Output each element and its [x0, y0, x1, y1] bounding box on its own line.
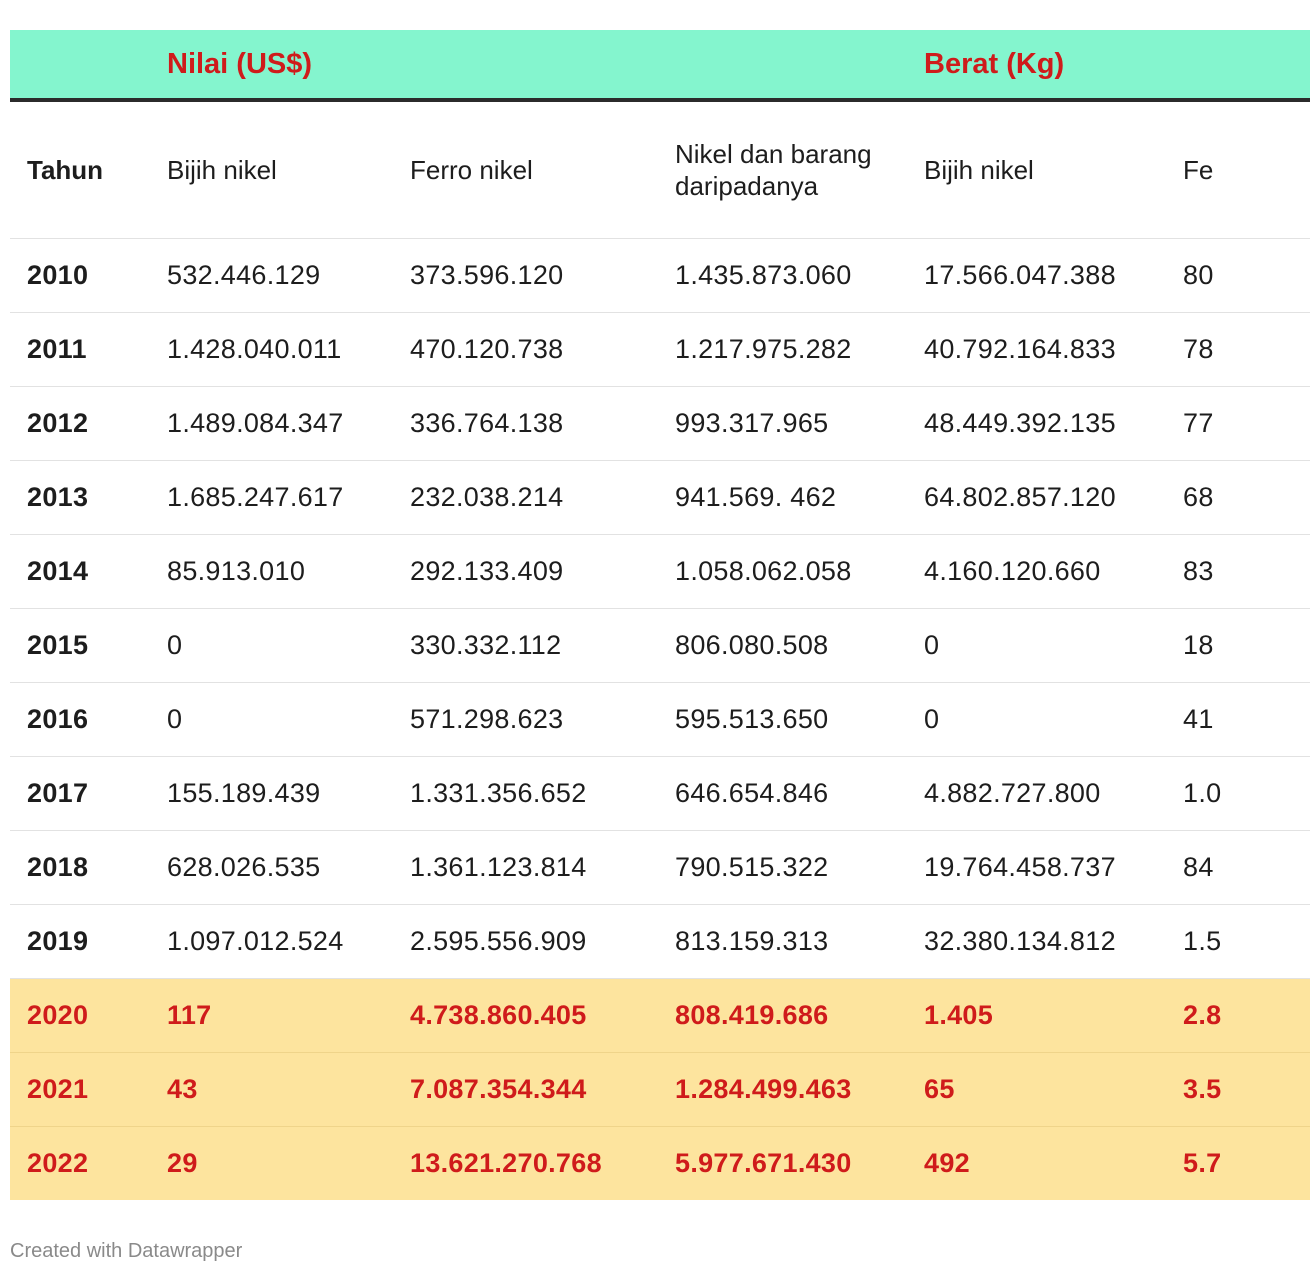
- value-cell: 1.058.062.058: [675, 535, 924, 609]
- value-cell: 77: [1183, 387, 1310, 461]
- year-cell: 2018: [10, 831, 167, 905]
- year-cell: 2015: [10, 609, 167, 683]
- value-cell: 80: [1183, 239, 1310, 313]
- value-cell: 373.596.120: [410, 239, 675, 313]
- value-cell: 0: [924, 683, 1183, 757]
- column-header-ferro-nikel-berat: Fe: [1183, 100, 1310, 239]
- year-cell: 2014: [10, 535, 167, 609]
- value-cell: 5.977.671.430: [675, 1127, 924, 1201]
- table-row: [10, 239, 1310, 313]
- value-cell: 2.595.556.909: [410, 905, 675, 979]
- value-cell: 4.160.120.660: [924, 535, 1183, 609]
- value-cell: 43: [167, 1053, 410, 1127]
- value-cell: 2.8: [1183, 979, 1310, 1053]
- value-cell: 1.217.975.282: [675, 313, 924, 387]
- value-cell: 117: [167, 979, 410, 1053]
- year-cell: 2020: [10, 979, 167, 1053]
- table-row: [10, 609, 1310, 683]
- data-table-container: [10, 30, 1222, 1200]
- value-cell: 41: [1183, 683, 1310, 757]
- value-cell: 1.284.499.463: [675, 1053, 924, 1127]
- value-cell: 806.080.508: [675, 609, 924, 683]
- group-header-berat: Berat (Kg): [924, 30, 1310, 100]
- table-row: [10, 905, 1310, 979]
- table-row: [10, 535, 1310, 609]
- value-cell: 1.405: [924, 979, 1183, 1053]
- value-cell: 7.087.354.344: [410, 1053, 675, 1127]
- year-cell: 2016: [10, 683, 167, 757]
- year-cell: 2013: [10, 461, 167, 535]
- value-cell: 1.0: [1183, 757, 1310, 831]
- table-row: [10, 683, 1310, 757]
- value-cell: 19.764.458.737: [924, 831, 1183, 905]
- value-cell: 85.913.010: [167, 535, 410, 609]
- value-cell: 790.515.322: [675, 831, 924, 905]
- year-cell: 2012: [10, 387, 167, 461]
- column-header-nikel-barang-nilai: Nikel dan barang daripadanya: [675, 100, 924, 239]
- value-cell: 17.566.047.388: [924, 239, 1183, 313]
- value-cell: 40.792.164.833: [924, 313, 1183, 387]
- value-cell: 330.332.112: [410, 609, 675, 683]
- column-header-tahun: Tahun: [10, 100, 167, 239]
- value-cell: 155.189.439: [167, 757, 410, 831]
- value-cell: 1.435.873.060: [675, 239, 924, 313]
- value-cell: 29: [167, 1127, 410, 1201]
- value-cell: 1.685.247.617: [167, 461, 410, 535]
- value-cell: 492: [924, 1127, 1183, 1201]
- table-row: [10, 387, 1310, 461]
- value-cell: 993.317.965: [675, 387, 924, 461]
- table-row: [10, 461, 1310, 535]
- value-cell: 0: [924, 609, 1183, 683]
- value-cell: 470.120.738: [410, 313, 675, 387]
- table-row: [10, 979, 1310, 1053]
- year-cell: 2011: [10, 313, 167, 387]
- table-row: [10, 831, 1310, 905]
- value-cell: 336.764.138: [410, 387, 675, 461]
- value-cell: 1.5: [1183, 905, 1310, 979]
- value-cell: 13.621.270.768: [410, 1127, 675, 1201]
- value-cell: 83: [1183, 535, 1310, 609]
- datawrapper-credit: Created with Datawrapper: [10, 1240, 243, 1262]
- value-cell: 1.428.040.011: [167, 313, 410, 387]
- value-cell: 571.298.623: [410, 683, 675, 757]
- value-cell: 0: [167, 609, 410, 683]
- nickel-export-table: [10, 30, 1310, 1200]
- value-cell: 646.654.846: [675, 757, 924, 831]
- column-header-ferro-nikel-nilai: Ferro nikel: [410, 100, 675, 239]
- value-cell: 18: [1183, 609, 1310, 683]
- value-cell: 628.026.535: [167, 831, 410, 905]
- year-cell: 2019: [10, 905, 167, 979]
- value-cell: 292.133.409: [410, 535, 675, 609]
- value-cell: 1.361.123.814: [410, 831, 675, 905]
- value-cell: 232.038.214: [410, 461, 675, 535]
- column-header-bijih-nikel-nilai: Bijih nikel: [167, 100, 410, 239]
- value-cell: 532.446.129: [167, 239, 410, 313]
- table-body: [10, 239, 1310, 1201]
- group-header-nilai: Nilai (US$): [167, 30, 924, 100]
- table-row: [10, 1053, 1310, 1127]
- year-cell: 2017: [10, 757, 167, 831]
- value-cell: 595.513.650: [675, 683, 924, 757]
- group-header-empty: [10, 30, 167, 100]
- value-cell: 4.738.860.405: [410, 979, 675, 1053]
- value-cell: 5.7: [1183, 1127, 1310, 1201]
- year-cell: 2021: [10, 1053, 167, 1127]
- value-cell: 1.331.356.652: [410, 757, 675, 831]
- value-cell: 941.569. 462: [675, 461, 924, 535]
- value-cell: 48.449.392.135: [924, 387, 1183, 461]
- value-cell: 808.419.686: [675, 979, 924, 1053]
- value-cell: 1.097.012.524: [167, 905, 410, 979]
- value-cell: 68: [1183, 461, 1310, 535]
- table-row: [10, 313, 1310, 387]
- value-cell: 1.489.084.347: [167, 387, 410, 461]
- value-cell: 0: [167, 683, 410, 757]
- value-cell: 64.802.857.120: [924, 461, 1183, 535]
- value-cell: 4.882.727.800: [924, 757, 1183, 831]
- table-row: [10, 757, 1310, 831]
- value-cell: 78: [1183, 313, 1310, 387]
- group-header-row: [10, 30, 1310, 100]
- value-cell: 813.159.313: [675, 905, 924, 979]
- year-cell: 2010: [10, 239, 167, 313]
- column-header-row: [10, 100, 1310, 239]
- value-cell: 65: [924, 1053, 1183, 1127]
- value-cell: 84: [1183, 831, 1310, 905]
- value-cell: 32.380.134.812: [924, 905, 1183, 979]
- table-row: [10, 1127, 1310, 1201]
- column-header-bijih-nikel-berat: Bijih nikel: [924, 100, 1183, 239]
- year-cell: 2022: [10, 1127, 167, 1201]
- value-cell: 3.5: [1183, 1053, 1310, 1127]
